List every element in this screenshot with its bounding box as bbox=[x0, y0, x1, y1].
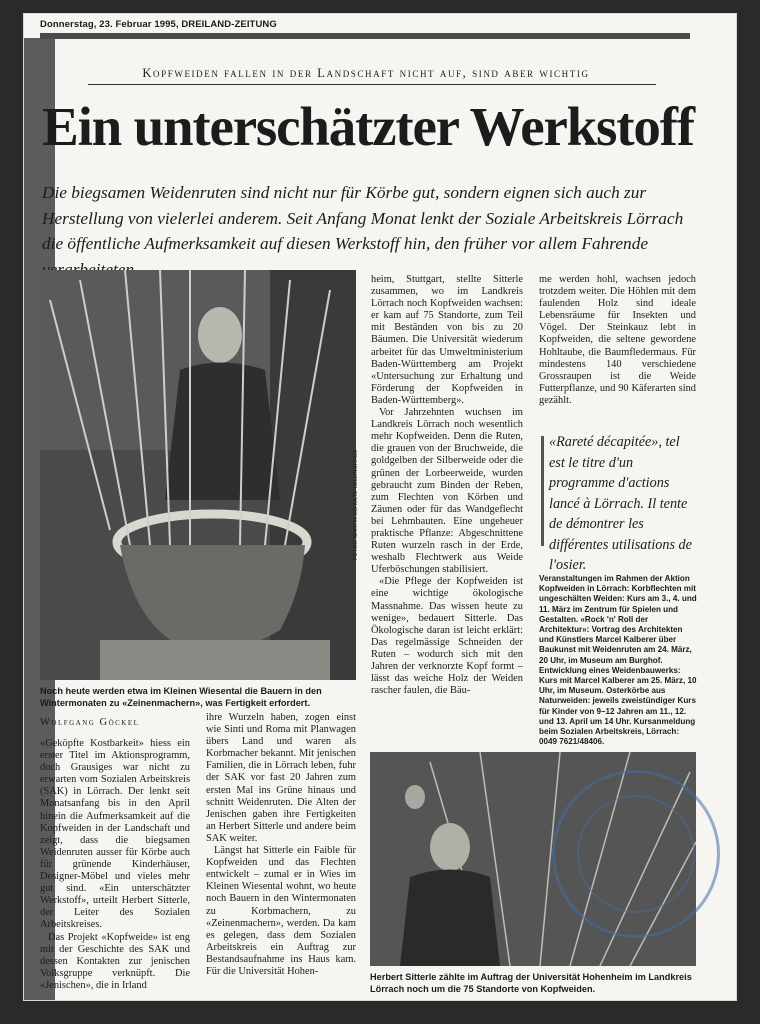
header-rule bbox=[40, 33, 690, 39]
column-4 bbox=[539, 274, 696, 407]
paragraph: me werden hohl, wachsen jedoch trotzdem weiter. Die Höhlen mit dem faulenden Holz sind ideale Lebensräume für Insekten und Vögel. Der Steinkauz lebt in Kopfweiden, die seltene gewordene Hohltaube, die Baumfledermaus. Für mindestens 140 verschiedene Grossraupen ist die Weide Futterpflanze, und 90 Käferarten sind gezählt. bbox=[539, 274, 696, 406]
photo-credit: FOTOS: MARTIN SCHULTE-KELLINGHAUS bbox=[353, 449, 359, 560]
caption-photo-1: Noch heute werden etwa im Kleinen Wiesental die Bauern in den Wintermonaten zu «Zeinenmachern», was Fertigkeit erfordert. bbox=[40, 686, 322, 708]
paragraph: ihre Wurzeln haben, zogen einst wie Sinti und Roma mit Planwagen übers Land und waren als Korbmacher bekannt. Mit jenischen Familien, die in Lörrach leben, fuhr der SAK vor fast 20 Jahren zum ersten Mal ins Grüne hinaus und schnitt Weidenruten. Die Alten der Jenischen gaben ihre Fertigkeiten an Herbert Sitterle und andere beim SAK weiter. bbox=[206, 712, 356, 844]
paragraph: Vor Jahrzehnten wuchsen im Landkreis Lörrach noch wesentlich mehr Kopfweiden. Denn die Ruten, die grauen von der Bruchweide, die goldgelben der Silberweide oder die grünen der Lorbeerweide, wurden gebraucht zum Binden der Reben, zum Flechten von Körben und Zäunen oder für das Wandgeflecht bei Lehmbauten. Eine ungeheuer praktische Pflanze: Abgeschnittene Ruten wurzeln rasch in der Erde, weshalb Flechtwerk aus Weide Uferböschungen stabilisiert. bbox=[371, 407, 523, 576]
kicker: Kopfweiden fallen in der Landschaft nicht auf, sind aber wichtig bbox=[142, 66, 590, 80]
paragraph: heim, Stuttgart, stellte Sitterle zusammen, wo im Landkreis Lörrach noch Kopfweiden wachsen: er kam auf 75 Standorte, zum Teil mit Beständen von bis zu 20 Bäumen. Die Universität wiederum arbeitet für das Umweltministerium Baden-Württemberg am Projekt «Untersuchung zur Erhaltung und Förderung der Kopfweiden in Baden-Württemberg». bbox=[371, 274, 523, 406]
paragraph: «Geköpfte Kostbarkeit» hiess ein erster Titel im Aktionsprogramm, doch Grausiges war nicht zu erwarten vom Sozialen Arbeitskreis (SAK) in Lörrach. Der lenkt seit Monatsanfang bis in den April hinein die Aufmerksamkeit auf die Kopfweiden in der Landschaft und zeigt, dass die biegsamen Weidenruten ausser für Körbe auch für grünende Kinderhäuser, Designer-Möbel und vieles mehr gut sind. «Ein unterschätzter Werkstoff», urteilt Herbert Sitterle, der Leiter des Sozialen Arbeitskreises. bbox=[40, 738, 190, 931]
caption-photo-2: Herbert Sitterle zählte im Auftrag der Universität Hohenheim im Landkreis Lörrach noch um die 75 Standorte von Kopfweiden. bbox=[370, 972, 692, 994]
headline: Ein unterschätzter Werkstoff bbox=[42, 96, 694, 157]
paragraph: «Die Pflege der Kopfweiden ist eine wichtige ökologische Massnahme. Das wissen heute zu wenige», bedauert Sitterle. Das Ökologische daran ist leicht erklärt: Das regelmässige Schneiden der Ruten – wodurch sich mit den Jahren der verknorzte Kopf formt – lässt das weiche Holz der Weiden rascher faulen, die Bäu- bbox=[371, 576, 523, 697]
paragraph: Längst hat Sitterle ein Faible für Kopfweiden und das Flechten entwickelt – zumal er in Wies im Kleinen Wiesental wohnt, wo heute noch Bauern in den Wintermonaten zu Korbmachern, zu «Zeinenmachern», werden. Da kam es gelegen, dass dem Sozialen Arbeitskreis ein Auftrag zur Bestandsaufnahme ins Haus kam. Für die Universität Hohen- bbox=[206, 845, 356, 977]
pullquote: «Rareté décapitée», tel est le titre d'un programme d'actions lancé à Lörrach. Il tente de démontrer les différentes utilisations de l'osier. bbox=[549, 434, 692, 573]
kicker-rule bbox=[88, 84, 656, 85]
archive-stamp bbox=[552, 770, 720, 938]
column-1 bbox=[40, 738, 190, 992]
column-3 bbox=[371, 274, 523, 697]
events-box: Veranstaltungen im Rahmen der Aktion Kopfweiden in Lörrach: Korbflechten mit ungeschälten Weiden: Kurs am 3., 4. und 11. März im Zentrum für Spielen und Gestalten. «Rock 'n' Roll der Architektur»: Vortrag des Architekten und Künstlers Marcel Kalberer über Baukunst mit Weidenruten am 24. März, 20 Uhr, im Museum am Burghof. Entwicklung eines Weidenbauwerks: Kurs mit Marcel Kalberer am 25. März, 10 Uhr, im Museum. Osterkörbe aus Naturweiden: jeweils zweistündiger Kurs für Kinder von 9–12 Jahren am 11., 12. und 13. April um 14 Uhr. Kursanmeldung beim Sozialen Arbeitskreis, Lörrach: 0049 7621/48406. bbox=[539, 574, 697, 747]
archive-stamp-inner bbox=[577, 795, 695, 913]
dateline: Donnerstag, 23. Februar 1995, DREILAND-ZEITUNG bbox=[40, 19, 277, 30]
basket-maker-photo bbox=[40, 270, 356, 680]
lead-paragraph: Die biegsamen Weidenruten sind nicht nur für Körbe gut, sondern eignen sich auch zur Herstellung von vielerlei anderem. Seit Anfang Monat lenkt der Soziale Arbeitskreis Lörrach die öffentliche Aufmerksamkeit auf diesen Werkstoff hin, den früher vor allem Fahrende bbox=[42, 183, 684, 254]
pullquote-bar bbox=[541, 436, 544, 546]
column-2 bbox=[206, 712, 356, 978]
paragraph: Das Projekt «Kopfweide» ist eng mit der Geschichte des SAK und dessen Kontakten zur jenischen Volksgruppe verknüpft. Die «Jenischen», die in Irland bbox=[40, 931, 190, 991]
byline: Wolfgang Göckel bbox=[40, 717, 140, 728]
